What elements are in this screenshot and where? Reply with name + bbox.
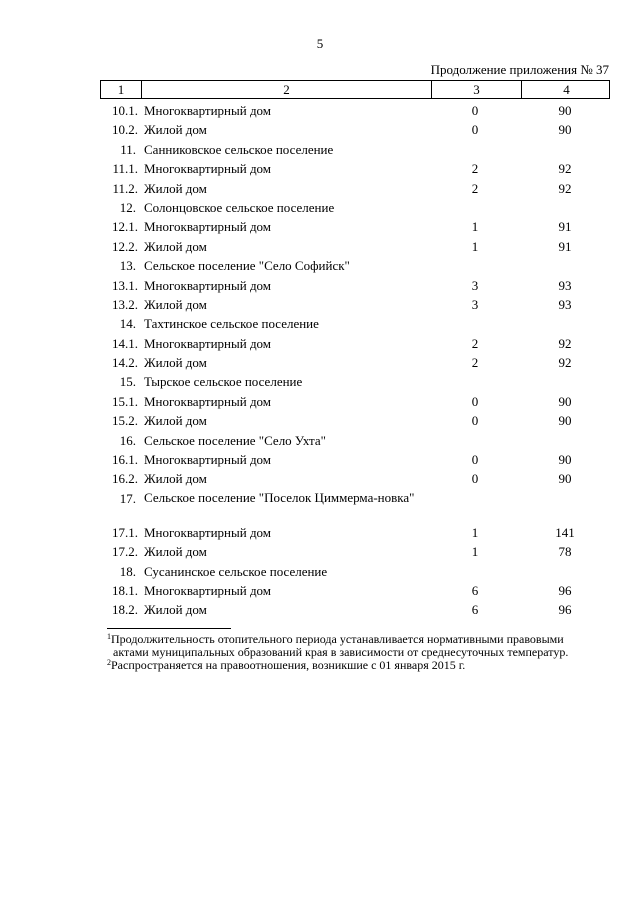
cell-name: Многоквартирный дом (144, 524, 272, 540)
cell-c3: 3 (471, 296, 479, 312)
cell-num: 17. (119, 490, 136, 506)
cell-c4: 90 (558, 103, 572, 118)
cell-num: 15. (119, 374, 136, 390)
cell-name: Жилой дом (144, 180, 207, 196)
page-number: 5 (316, 36, 324, 51)
cell-name: Жилой дом (144, 355, 207, 371)
cell-c4 (520, 373, 610, 392)
cell-c4: 91 (558, 219, 572, 235)
header-cell-3: 3 (431, 81, 521, 98)
cell-c4 (520, 563, 610, 582)
table-row (100, 470, 610, 489)
cell-c3: 2 (471, 180, 479, 196)
cell-c3 (430, 432, 520, 451)
cell-c3: 1 (471, 524, 479, 540)
footnote-2 (107, 659, 612, 672)
cell-num: 13.1. (112, 277, 138, 293)
cell-c4 (520, 257, 610, 276)
table-group-row (100, 141, 610, 160)
table-row (100, 277, 610, 296)
footnote-text-continued: актами муниципальных образований края в зависимости от среднесуточных температур. (113, 645, 569, 659)
cell-num: 14.2. (112, 355, 138, 371)
cell-name: Жилой дом (144, 238, 207, 254)
cell-c3: 0 (471, 393, 479, 409)
footnote-mark: 2 (107, 658, 111, 667)
cell-c4 (520, 432, 610, 451)
table-row (100, 354, 610, 373)
cell-c4: 90 (558, 413, 572, 429)
cell-name: Тырское сельское поселение (144, 374, 303, 390)
cell-c3 (430, 257, 520, 276)
cell-num: 16.1. (112, 452, 138, 468)
cell-name: Многоквартирный дом (144, 393, 272, 409)
cell-c3: 1 (471, 219, 479, 235)
table-group-row (100, 490, 610, 524)
cell-c4 (520, 199, 610, 218)
cell-num: 17.2. (112, 544, 138, 560)
table-header (100, 80, 610, 99)
cell-name: Жилой дом (144, 122, 207, 138)
cell-c4: 92 (558, 335, 572, 351)
table-group-row (100, 315, 610, 334)
cell-c4: 91 (558, 238, 572, 254)
table-row (100, 543, 610, 562)
cell-name: Жилой дом (144, 296, 207, 312)
cell-c3: 0 (471, 471, 479, 487)
cell-c4: 90 (558, 452, 572, 468)
cell-name: Солонцовское сельское поселение (144, 199, 335, 215)
cell-name: Многоквартирный дом (144, 335, 272, 351)
cell-c3 (430, 490, 520, 524)
table-group-row (100, 257, 610, 276)
table-row (100, 393, 610, 412)
cell-c3 (430, 315, 520, 334)
table-row (100, 335, 610, 354)
cell-c3 (430, 199, 520, 218)
cell-name: Многоквартирный дом (144, 277, 272, 293)
table-row (100, 102, 610, 121)
cell-name: Жилой дом (144, 471, 207, 487)
header-cell-2: 2 (141, 81, 431, 98)
cell-c3: 6 (471, 602, 479, 618)
table-group-row (100, 199, 610, 218)
cell-num: 16. (119, 432, 136, 448)
cell-c4: 93 (558, 277, 572, 293)
cell-c4: 90 (558, 122, 572, 138)
table-group-row (100, 563, 610, 582)
cell-name: Жилой дом (144, 413, 207, 429)
cell-c4: 92 (558, 180, 572, 196)
cell-c4: 96 (558, 602, 572, 618)
cell-c3: 6 (471, 582, 479, 598)
cell-num: 15.2. (112, 413, 138, 429)
cell-num: 17.1. (112, 524, 138, 540)
table-row (100, 412, 610, 431)
cell-c3: 2 (471, 335, 479, 351)
table-row (100, 218, 610, 237)
cell-num: 18. (119, 563, 136, 579)
table-row (100, 296, 610, 315)
continuation-caption: Продолжение приложения № 37 (430, 62, 609, 77)
cell-num: 10.1. (112, 103, 138, 118)
cell-num: 11. (120, 141, 136, 157)
cell-c3: 2 (471, 161, 479, 177)
cell-c3 (430, 141, 520, 160)
cell-num: 13.2. (112, 296, 138, 312)
cell-c3: 1 (471, 238, 479, 254)
table-row (100, 160, 610, 179)
cell-name: Многоквартирный дом (144, 452, 272, 468)
table-row (100, 451, 610, 470)
cell-num: 14.1. (112, 335, 138, 351)
cell-name: Санниковское сельское поселение (144, 141, 334, 157)
footnote-text: Продолжительность отопительного периода устанавливается нормативными правовыми (111, 632, 564, 646)
cell-c3: 3 (471, 277, 479, 293)
cell-c3 (430, 373, 520, 392)
cell-name: Жилой дом (144, 602, 207, 618)
cell-num: 16.2. (112, 471, 138, 487)
cell-name: Многоквартирный дом (144, 219, 272, 235)
cell-c3: 1 (471, 544, 479, 560)
cell-c4: 96 (558, 582, 572, 598)
cell-name: Сельское поселение "Село Ухта" (144, 432, 326, 448)
cell-num: 18.1. (112, 582, 138, 598)
cell-c4: 141 (555, 524, 575, 540)
cell-num: 13. (119, 258, 136, 274)
cell-num: 10.2. (112, 122, 138, 138)
cell-c4: 92 (558, 161, 572, 177)
cell-name: Тахтинское сельское поселение (144, 316, 319, 332)
table-row (100, 601, 610, 620)
table-body (100, 102, 610, 621)
cell-c4: 90 (558, 393, 572, 409)
cell-c3 (430, 563, 520, 582)
table-row (100, 524, 610, 543)
cell-c4: 90 (558, 471, 572, 487)
header-cell-4: 4 (521, 81, 611, 98)
cell-name: Многоквартирный дом (144, 103, 272, 118)
cell-c4 (520, 315, 610, 334)
cell-num: 12.1. (112, 219, 138, 235)
cell-name: Сельское поселение "Село Софийск" (144, 258, 350, 274)
footnote-1 (107, 633, 612, 659)
table-row (100, 582, 610, 601)
cell-c4: 93 (558, 296, 572, 312)
cell-num: 18.2. (112, 602, 138, 618)
table-row (100, 121, 610, 140)
cell-c3: 2 (471, 355, 479, 371)
cell-num: 15.1. (112, 393, 138, 409)
cell-c4: 92 (558, 355, 572, 371)
footnotes (107, 628, 612, 672)
table-group-row (100, 373, 610, 392)
cell-c3: 0 (471, 122, 479, 138)
header-cell-1: 1 (117, 82, 125, 97)
table-group-row (100, 432, 610, 451)
footnote-divider (107, 628, 231, 629)
cell-num: 11.1. (112, 161, 138, 177)
cell-num: 14. (119, 316, 136, 332)
footnote-mark: 1 (107, 632, 111, 641)
cell-num: 12.2. (112, 238, 138, 254)
cell-c3: 0 (471, 103, 479, 118)
cell-c4: 78 (558, 544, 572, 560)
cell-c4 (520, 490, 610, 524)
cell-c4 (520, 141, 610, 160)
table-row (100, 238, 610, 257)
cell-name: Сельское поселение "Поселок Циммерма-новка" (144, 489, 415, 505)
cell-num: 12. (119, 199, 136, 215)
cell-num: 11.2. (112, 180, 138, 196)
cell-name: Сусанинское сельское поселение (144, 563, 328, 579)
cell-c3: 0 (471, 452, 479, 468)
footnote-text: Распространяется на правоотношения, возникшие с 01 января 2015 г. (111, 658, 466, 672)
cell-name: Многоквартирный дом (144, 582, 272, 598)
cell-c3: 0 (471, 413, 479, 429)
cell-name: Многоквартирный дом (144, 161, 272, 177)
data-table (100, 80, 610, 621)
cell-name: Жилой дом (144, 544, 207, 560)
table-row (100, 180, 610, 199)
